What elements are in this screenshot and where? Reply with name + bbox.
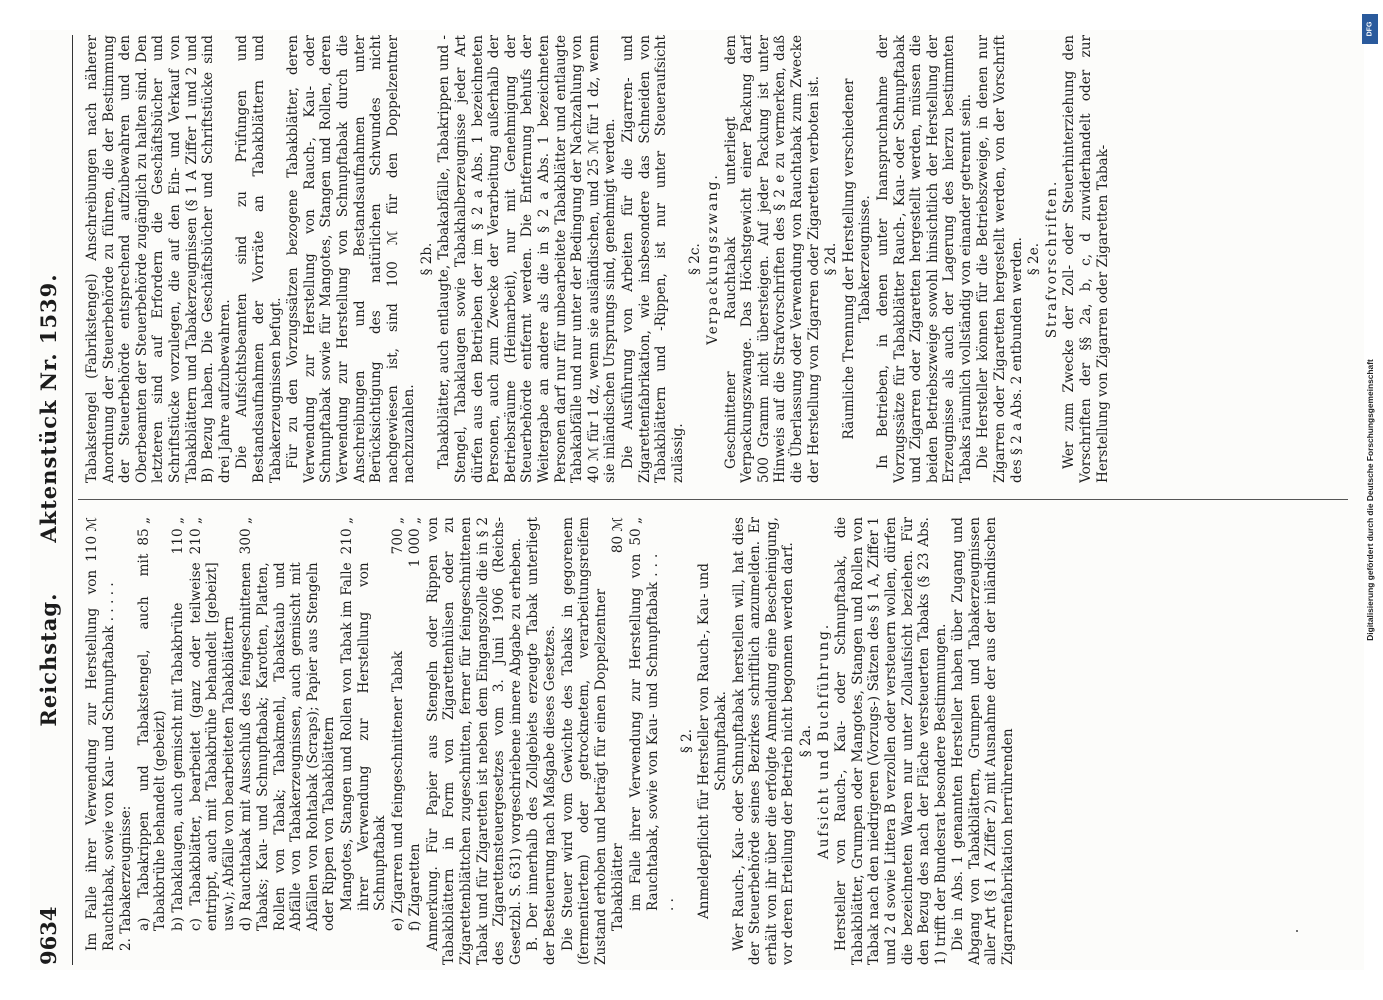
publication-title: Reichstag.	[36, 592, 61, 727]
section-heading: § 2d.	[823, 242, 840, 276]
tariff-text: f) Zigaretten	[407, 843, 424, 931]
tariff-amount: 1 000 „	[407, 517, 424, 568]
tariff-amount: 80 ℳ	[610, 517, 627, 554]
paragraph: B. Der innerhalb des Zollgebiets erzeugte Tabak unterliegt der Besteuerung nach Maßgabe dieses Gesetzes.	[525, 517, 559, 965]
paragraph: 2. Tabakerzeugnisse:	[118, 805, 135, 951]
paragraph: In Betrieben, in denen unter Inanspruchnahme der Vorzugssätze für Tabakblätter Rauch-, Kau- oder Schnupftabak und Zigarren oder Zigaretten hergestellt werden, müssen die beiden Betriebszweige sowohl hinsichtlich der Herstellung der Erzeugnisse als auch der Lagerung des hierzu bestimmten Tabaks räumlich vollständig von einander getrennt sein.	[874, 35, 974, 483]
paragraph: Tabakstengel (Fabrikstengel) Anschreibungen nach näherer Anordnung der Steuerbehörde zu führen, die der Bestimmung der Steuerbehörde entsprechend aufzubewahren und den Oberbeamten der Steuerbehörde zugänglich zu halten sind. Den letzteren sind auf Erfordern die Geschäftsbücher und Schriftstücke vorzulegen, die auf den Ein- und Verkauf von Tabakblättern und Tabakerzeugnissen (§ 1 A Ziffer 1 und 2 und B) Bezug haben. Die Geschäftsbücher und Schriftstücke sind drei Jahre aufzubewahren.	[84, 35, 233, 483]
paragraph: Tabakblätter, auch entlaugte, Tabakabfälle, Tabakrippen und -Stengel, Tabaklaugen sowie Tabakhalberzeugnisse jeder Art dürfen aus den Betrieben der im § 2 a Abs. 1 bezeichneten Personen, auch zum Zwecke der Verarbeitung außerhalb der Betriebsräume (Heimarbeit), nur mit Genehmigung der Steuerbehörde entfernt werden. Die Entfernung behufs der Weitergabe an andere als die in § 2 a Abs. 1 bezeichneten Personen darf nur für unbearbeitete Tabakblätter und entlaugte Tabakabfälle und nur unter der Bedingung der Nachzahlung von 40 ℳ für 1 dz, wenn sie ausländischen, und 25 ℳ für 1 dz, wenn sie inländischen Ursprungs sind, genehmigt werden.	[436, 35, 619, 483]
left-column	[84, 517, 1346, 965]
page-header	[36, 35, 70, 965]
tariff-line	[136, 517, 169, 965]
header-rule	[72, 35, 73, 965]
tariff-amount: 210 „	[187, 517, 204, 555]
tariff-text: e) Zigarren und feingeschnittener Tabak	[389, 650, 406, 931]
section-heading: Anmeldepflicht für Hersteller von Rauch-, Kau- und Schnupftabak.	[696, 563, 729, 920]
running-title	[36, 35, 61, 965]
paragraph: Die Hersteller können für die Betriebszweige, in denen nur Zigarren oder Zigaretten hergestellt werden, von der Vorschrift des § 2 a Abs. 2 entbunden werden.	[975, 35, 1025, 483]
tariff-amount: 300 „	[238, 517, 255, 555]
paragraph: Die Ausführung von Arbeiten für die Zigarren- und Zigarettenfabrikation, wie insbesondere das Schneiden von Tabakblättern und -Rippen, ist nur unter Steueraufsicht zulässig.	[620, 35, 686, 483]
tariff-line	[407, 517, 424, 965]
rotated-sheet	[32, 35, 1362, 965]
digitization-credit	[1362, 14, 1378, 986]
column-divider	[78, 499, 1348, 500]
section-heading: Verpackungszwang.	[704, 173, 721, 345]
section-heading: § 2b.	[418, 242, 435, 276]
paragraph: Die Steuer wird vom Gewichte des Tabaks in gegorenem (fermentiertem) oder getrocknetem, verarbeitungsreifem Zustand erhoben und beträgt für einen Doppelzentner	[559, 517, 609, 965]
paragraph: Wer Rauch-, Kau- oder Schnupftabak herstellen will, hat dies der Steuerbehörde seines Bezirkes schriftlich anzumelden. Er erhält von ihr über die erfolgte Anmeldung eine Bescheinigung, vor deren Erteilung der Betrieb nicht begonnen werden darf.	[730, 517, 797, 965]
tariff-text: d) Rauchtabak mit Ausschluß des feingeschnittenen Tabaks; Kau- und Schnupftabak; Karotten, Platten, Rollen von Tabak; Tabakmehl, Tabakstaub und Abfälle von Tabakerzeugnissen, auch gemischt mit Abfällen von Rohtabak (Scraps); Papier aus Stengeln oder Rippen von Tabakblättern	[238, 562, 338, 931]
section-heading: Strafvorschriften.	[1043, 179, 1060, 339]
document-title: Aktenstück Nr. 1539.	[36, 273, 61, 543]
scanned-page	[30, 30, 1364, 970]
tariff-amount: 700 „	[389, 517, 406, 555]
tariff-line	[339, 517, 389, 965]
scan-speck	[1296, 930, 1298, 932]
tariff-text: Im Falle ihrer Verwendung zur Herstellung von Rauchtabak, sowie von Kau- und Schnupftabak . . . . .	[84, 569, 117, 951]
paragraph: Für zu den Vorzugssätzen bezogene Tabakblätter, deren Verwendung zur Herstellung von Rauch-, Kau- oder Schnupftabak sowie für Mangotes, Stangen und Rollen, deren Verwendung zur Herstellung von Schnupftabak durch die Anschreibungen und Bestandsaufnahmen unter Berücksichtigung des natürlichen Schwundes nicht nachgewiesen ist, sind 100 ℳ für den Doppelzentner nachzuzahlen.	[285, 35, 418, 483]
tariff-text: c) Tabakblätter, bearbeitet (ganz oder teilweise entrippt, auch mit Tabakbrühe behandelt [gebeizt] usw.); Abfälle von bearbeiteten Tabakblättern	[187, 562, 237, 931]
tariff-amount: 50 „	[628, 517, 644, 546]
tariff-line	[610, 517, 627, 965]
tariff-text: im Falle ihrer Verwendung zur Herstellung von Rauchtabak, sowie von Kau- und Schnupftabak . . . . .	[628, 553, 678, 911]
right-column	[84, 35, 1346, 483]
page-number: 9634	[36, 906, 61, 965]
tariff-text: a) Tabakrippen und Tabakstengel, auch mit Tabakbrühe behandelt (gebeizt)	[135, 553, 169, 931]
tariff-line	[170, 517, 187, 965]
paragraph: Hersteller von Rauch-, Kau- oder Schnupftabak, die Tabakblätter, Grumpen oder Mangotes, Stangen und Rollen von Tabak nach den niedrigeren (Vorzugs-) Sätzen des § 1 A, Ziffer 1 und 2 d sowie Littera B verzollen oder versteuern wollen, dürfen die bezeichneten Waren nur unter Zollaufsicht beziehen. Für den Bezug des nach der Fläche versteuerten Tabaks (§ 23 Abs. 1) trifft der Bundesrat besondere Bestimmungen.	[833, 517, 949, 965]
section-heading: Räumliche Trennung der Herstellung verschiedener Tabakerzeugnisse.	[840, 78, 874, 440]
tariff-line	[84, 517, 117, 965]
tariff-amount: 210 „	[338, 517, 355, 555]
paragraph: Die in Abs. 1 genannten Hersteller haben über Zugang und Abgang von Tabakblättern, Grumpen und Tabakerzeugnissen aller Art (§ 1 A Ziffer 2) mit Ausnahme der aus der inländischen Zigarrenfabrikation herrührenden	[950, 517, 1017, 965]
section-heading: § 2c.	[687, 243, 704, 275]
section-heading: § 2e.	[1026, 242, 1043, 276]
section-heading: § 2.	[678, 728, 695, 754]
paragraph: Wer zum Zwecke der Zoll- oder Steuerhinterziehung den Vorschriften der §§ 2a, b, c, d zuwiderhandelt oder zur Herstellung von Zigarren oder Zigaretten Tabak-	[1061, 35, 1111, 483]
tariff-text: Tabakblätter	[610, 843, 627, 931]
section-heading: § 2a.	[797, 724, 814, 758]
paragraph: Geschnittener Rauchtabak unterliegt dem Verpackungszwange. Das Höchstgewicht einer Packung darf 500 Gramm nicht übersteigen. Auf jeder Packung ist unter Hinweis auf die Strafvorschriften des § 2 e zu vermerken, daß die Überlassung oder Verwendung von Rauchtabak zum Zwecke der Herstellung von Zigarren oder Zigaretten verboten ist.	[722, 35, 822, 483]
tariff-line	[238, 517, 338, 965]
tariff-line	[390, 517, 407, 965]
tariff-text: Mangotes, Stangen und Rollen von Tabak im Falle ihrer Verwendung zur Herstellung von Schnupftabak	[338, 562, 389, 911]
section-heading: Aufsicht und Buchführung.	[815, 622, 832, 860]
tariff-amount: 85 „	[135, 517, 152, 546]
tariff-amount: 110 „	[169, 517, 186, 555]
tariff-line	[188, 517, 238, 965]
tariff-line	[628, 517, 678, 965]
paragraph: Anmerkung. Für Papier aus Stengeln oder Rippen von Tabakblättern in Form von Zigarettenhülsen oder zu Zigarettenblättchen zugeschnitten, ferner für feingeschnittenen Tabak und für Zigaretten ist neben dem Eingangszolle die in § 2 des Zigarettensteuergesetzes vom 3. Juni 1906 (Reichs-Gesetzbl. S. 631) vorgeschriebene innere Abgabe zu erheben.	[424, 517, 524, 965]
paragraph: Die Aufsichtsbeamten sind zu Prüfungen und Bestandsaufnahmen der Vorräte an Tabakblättern und Tabakerzeugnissen befugt.	[234, 35, 284, 483]
credit-text: Digitalisierung gefördert durch die Deutsche Forschungsgemeinschaft	[1365, 359, 1375, 641]
tariff-amount: 110 ℳ	[84, 517, 100, 562]
tariff-text: b) Tabaklaugen, auch gemischt mit Tabakbrühe	[169, 602, 186, 931]
dfg-logo: DFG	[1362, 14, 1378, 44]
